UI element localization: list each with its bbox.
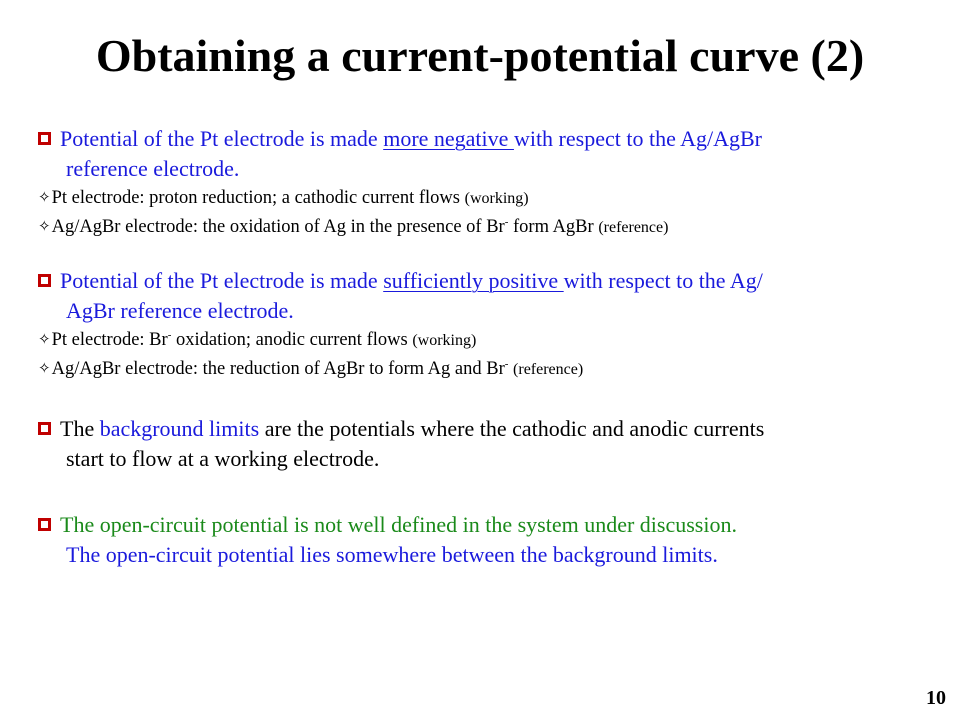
four-point-star-icon: ✧ <box>38 332 51 348</box>
square-bullet-icon <box>38 518 51 531</box>
square-bullet-icon <box>38 274 51 287</box>
square-bullet-icon <box>38 422 51 435</box>
slide-title: Obtaining a current-potential curve (2) <box>95 30 865 81</box>
bullet-continuation: AgBr reference electrode. <box>66 298 294 323</box>
emphasis-sufficiently-positive: sufficiently positive <box>383 268 564 293</box>
bullet-block-more-negative <box>38 124 943 242</box>
emphasis-more-negative: more negative <box>383 126 514 151</box>
square-bullet-icon <box>38 132 51 145</box>
four-point-star-icon: ✧ <box>38 190 51 206</box>
bullet-continuation: The open-circuit potential lies somewhere between the background limits. <box>66 542 718 567</box>
bullet-line: Potential of the Pt electrode is made sufficiently positive with respect to the Ag/ <box>38 266 943 296</box>
bullet-line: Potential of the Pt electrode is made more negative with respect to the Ag/AgBr <box>38 124 943 154</box>
sub-bullet-pt-electrode: ✧Pt electrode: proton reduction; a cathodic current flows (working) <box>38 184 943 213</box>
bullet-line: The open-circuit potential is not well defined in the system under discussion. <box>38 510 943 540</box>
emphasis-background-limits: background limits <box>99 416 260 441</box>
bullet-line: The background limits are the potentials where the cathodic and anodic currents <box>38 414 943 444</box>
bullet-block-open-circuit <box>38 510 943 570</box>
four-point-star-icon: ✧ <box>38 361 51 377</box>
bullet-continuation: start to flow at a working electrode. <box>66 446 380 471</box>
bullet-block-background-limits <box>38 414 943 474</box>
page-number: 10 <box>926 687 946 709</box>
bullet-block-sufficiently-positive <box>38 266 943 384</box>
sub-bullet-ag-agbr-electrode: ✧Ag/AgBr electrode: the reduction of AgBr to form Ag and Br- (reference) <box>38 355 943 384</box>
sub-bullet-pt-electrode: ✧Pt electrode: Br- oxidation; anodic current flows (working) <box>38 326 943 355</box>
sub-bullet-ag-agbr-electrode: ✧Ag/AgBr electrode: the oxidation of Ag in the presence of Br- form AgBr (reference) <box>38 213 943 242</box>
four-point-star-icon: ✧ <box>38 219 51 235</box>
bullet-continuation: reference electrode. <box>66 156 240 181</box>
